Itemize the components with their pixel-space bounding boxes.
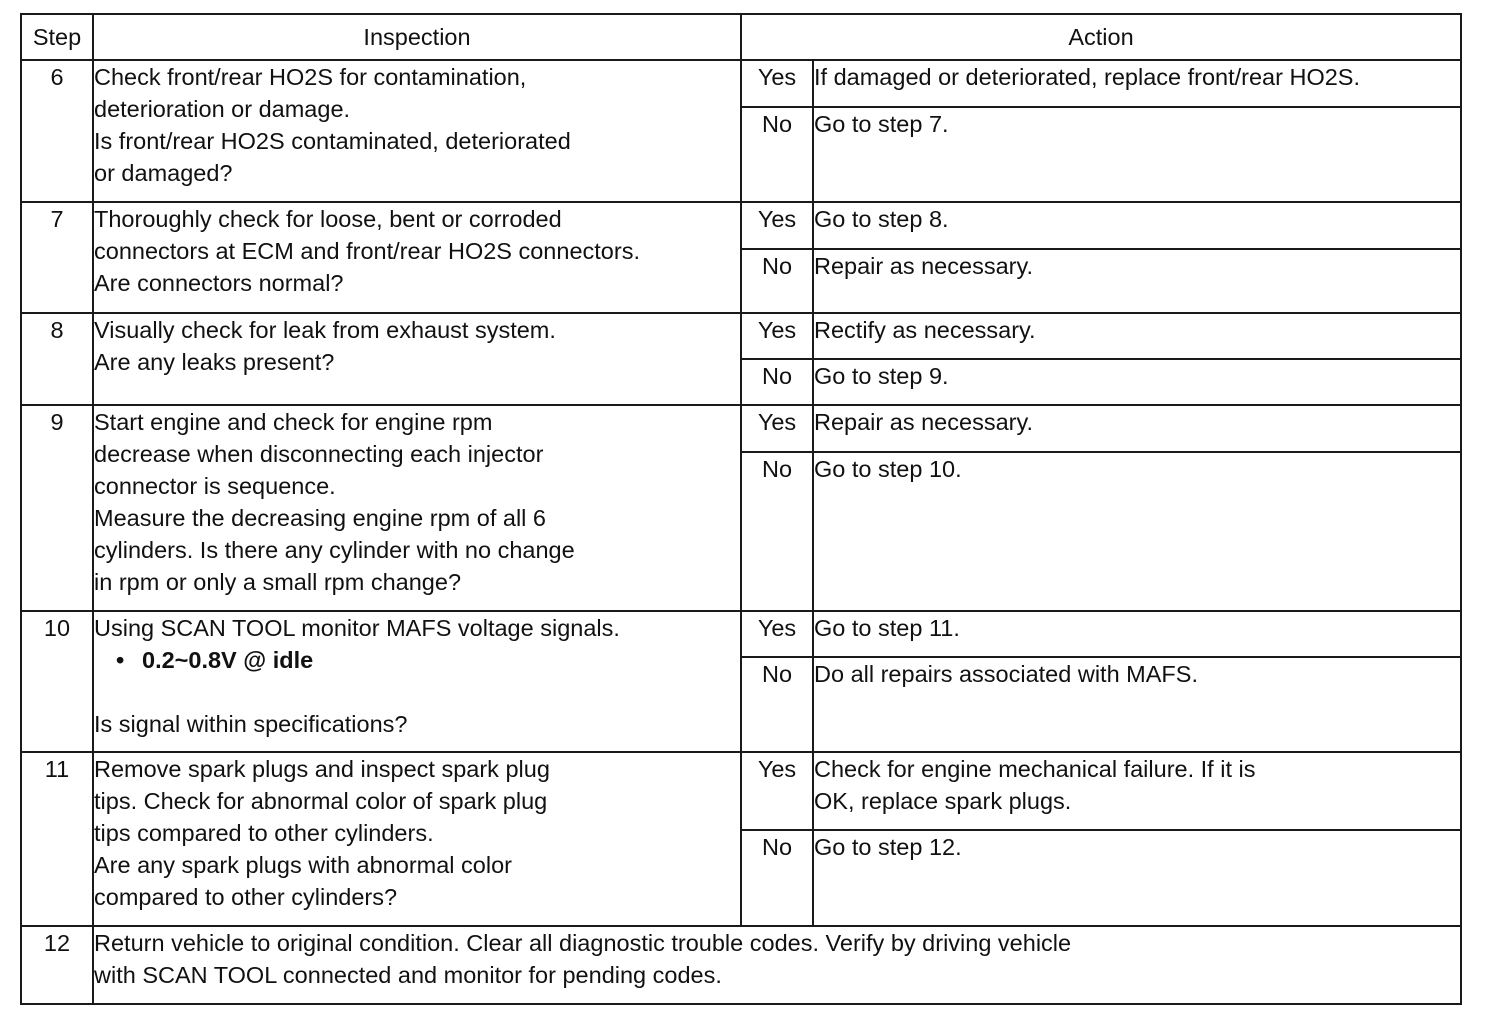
action-cell xyxy=(813,405,1461,452)
inspection-line: tips compared to other cylinders. xyxy=(94,820,434,846)
inspection-cell xyxy=(93,926,1461,1004)
no-label: No xyxy=(741,107,813,202)
action-line: Repair as necessary. xyxy=(814,409,1033,435)
inspection-line: connectors at ECM and front/rear HO2S connectors. xyxy=(94,238,640,264)
inspection-line: Thoroughly check for loose, bent or corroded xyxy=(94,206,562,232)
no-label: No xyxy=(741,249,813,313)
table-row xyxy=(21,202,1461,249)
inspection-cell xyxy=(93,405,741,611)
action-line: Rectify as necessary. xyxy=(814,317,1036,343)
inspection-line: decrease when disconnecting each injector xyxy=(94,441,544,467)
yes-label: Yes xyxy=(741,202,813,249)
table-row xyxy=(21,611,1461,657)
no-label: No xyxy=(741,359,813,405)
action-line: Check for engine mechanical failure. If it is xyxy=(814,756,1256,782)
table-row xyxy=(21,60,1461,107)
action-cell xyxy=(813,202,1461,249)
inspection-line: Return vehicle to original condition. Clear all diagnostic trouble codes. Verify by driving vehicle xyxy=(94,930,1072,956)
action-cell xyxy=(813,60,1461,107)
inspection-line: or damaged? xyxy=(94,160,233,186)
header-action: Action xyxy=(741,14,1461,60)
inspection-line: cylinders. Is there any cylinder with no change xyxy=(94,537,575,563)
yes-label: Yes xyxy=(741,611,813,657)
yes-label: Yes xyxy=(741,313,813,359)
action-line: Go to step 10. xyxy=(814,456,962,482)
inspection-cell xyxy=(93,313,741,405)
inspection-line: Check front/rear HO2S for contamination, xyxy=(94,64,527,90)
step-number: 7 xyxy=(21,202,93,313)
diagnostic-table xyxy=(20,13,1462,1005)
action-cell xyxy=(813,107,1461,202)
inspection-line: Is signal within specifications? xyxy=(94,711,408,737)
spec-value: 0.2~0.8V @ idle xyxy=(142,647,314,673)
step-number: 11 xyxy=(21,752,93,926)
header-step: Step xyxy=(21,14,93,60)
no-label: No xyxy=(741,452,813,611)
yes-label: Yes xyxy=(741,60,813,107)
step-number: 6 xyxy=(21,60,93,202)
table-row xyxy=(21,405,1461,452)
action-cell xyxy=(813,249,1461,313)
inspection-line: connector is sequence. xyxy=(94,473,336,499)
inspection-line: Remove spark plugs and inspect spark plug xyxy=(94,756,550,782)
spec-item xyxy=(94,644,740,676)
inspection-line: Measure the decreasing engine rpm of all 6 xyxy=(94,505,546,531)
action-line: Go to step 9. xyxy=(814,363,949,389)
action-line: Go to step 11. xyxy=(814,615,960,641)
inspection-cell xyxy=(93,752,741,926)
step-number: 8 xyxy=(21,313,93,405)
action-cell xyxy=(813,830,1461,926)
inspection-line: deterioration or damage. xyxy=(94,96,351,122)
spacer xyxy=(94,676,740,708)
yes-label: Yes xyxy=(741,752,813,830)
action-cell xyxy=(813,611,1461,657)
no-label: No xyxy=(741,657,813,752)
step-number: 9 xyxy=(21,405,93,611)
action-cell xyxy=(813,359,1461,405)
inspection-line: compared to other cylinders? xyxy=(94,884,398,910)
action-cell xyxy=(813,752,1461,830)
action-cell xyxy=(813,452,1461,611)
diagnostic-page xyxy=(20,13,1460,1005)
inspection-line: Start engine and check for engine rpm xyxy=(94,409,493,435)
table-row xyxy=(21,752,1461,830)
no-label: No xyxy=(741,830,813,926)
inspection-line: Using SCAN TOOL monitor MAFS voltage signals. xyxy=(94,615,620,641)
action-line: Go to step 7. xyxy=(814,111,949,137)
yes-label: Yes xyxy=(741,405,813,452)
action-line: Go to step 8. xyxy=(814,206,949,232)
header-inspection: Inspection xyxy=(93,14,741,60)
inspection-line: Visually check for leak from exhaust system. xyxy=(94,317,556,343)
bullet-icon: • xyxy=(116,647,125,673)
table-row xyxy=(21,926,1461,1004)
action-line: OK, replace spark plugs. xyxy=(814,788,1072,814)
step-number: 10 xyxy=(21,611,93,752)
inspection-line: tips. Check for abnormal color of spark plug xyxy=(94,788,548,814)
action-line: Do all repairs associated with MAFS. xyxy=(814,661,1198,687)
action-line: If damaged or deteriorated, replace front/rear HO2S. xyxy=(814,64,1361,90)
table-row xyxy=(21,313,1461,359)
inspection-line: Are connectors normal? xyxy=(94,270,344,296)
inspection-line: Is front/rear HO2S contaminated, deteriorated xyxy=(94,128,571,154)
inspection-line: Are any leaks present? xyxy=(94,349,335,375)
action-cell xyxy=(813,313,1461,359)
action-line: Go to step 12. xyxy=(814,834,962,860)
table-header-row xyxy=(21,14,1461,60)
action-cell xyxy=(813,657,1461,752)
inspection-cell xyxy=(93,60,741,202)
inspection-line: in rpm or only a small rpm change? xyxy=(94,569,462,595)
inspection-cell xyxy=(93,611,741,752)
inspection-line: Are any spark plugs with abnormal color xyxy=(94,852,512,878)
step-number: 12 xyxy=(21,926,93,1004)
inspection-line: with SCAN TOOL connected and monitor for pending codes. xyxy=(94,962,722,988)
action-line: Repair as necessary. xyxy=(814,253,1033,279)
inspection-cell xyxy=(93,202,741,313)
